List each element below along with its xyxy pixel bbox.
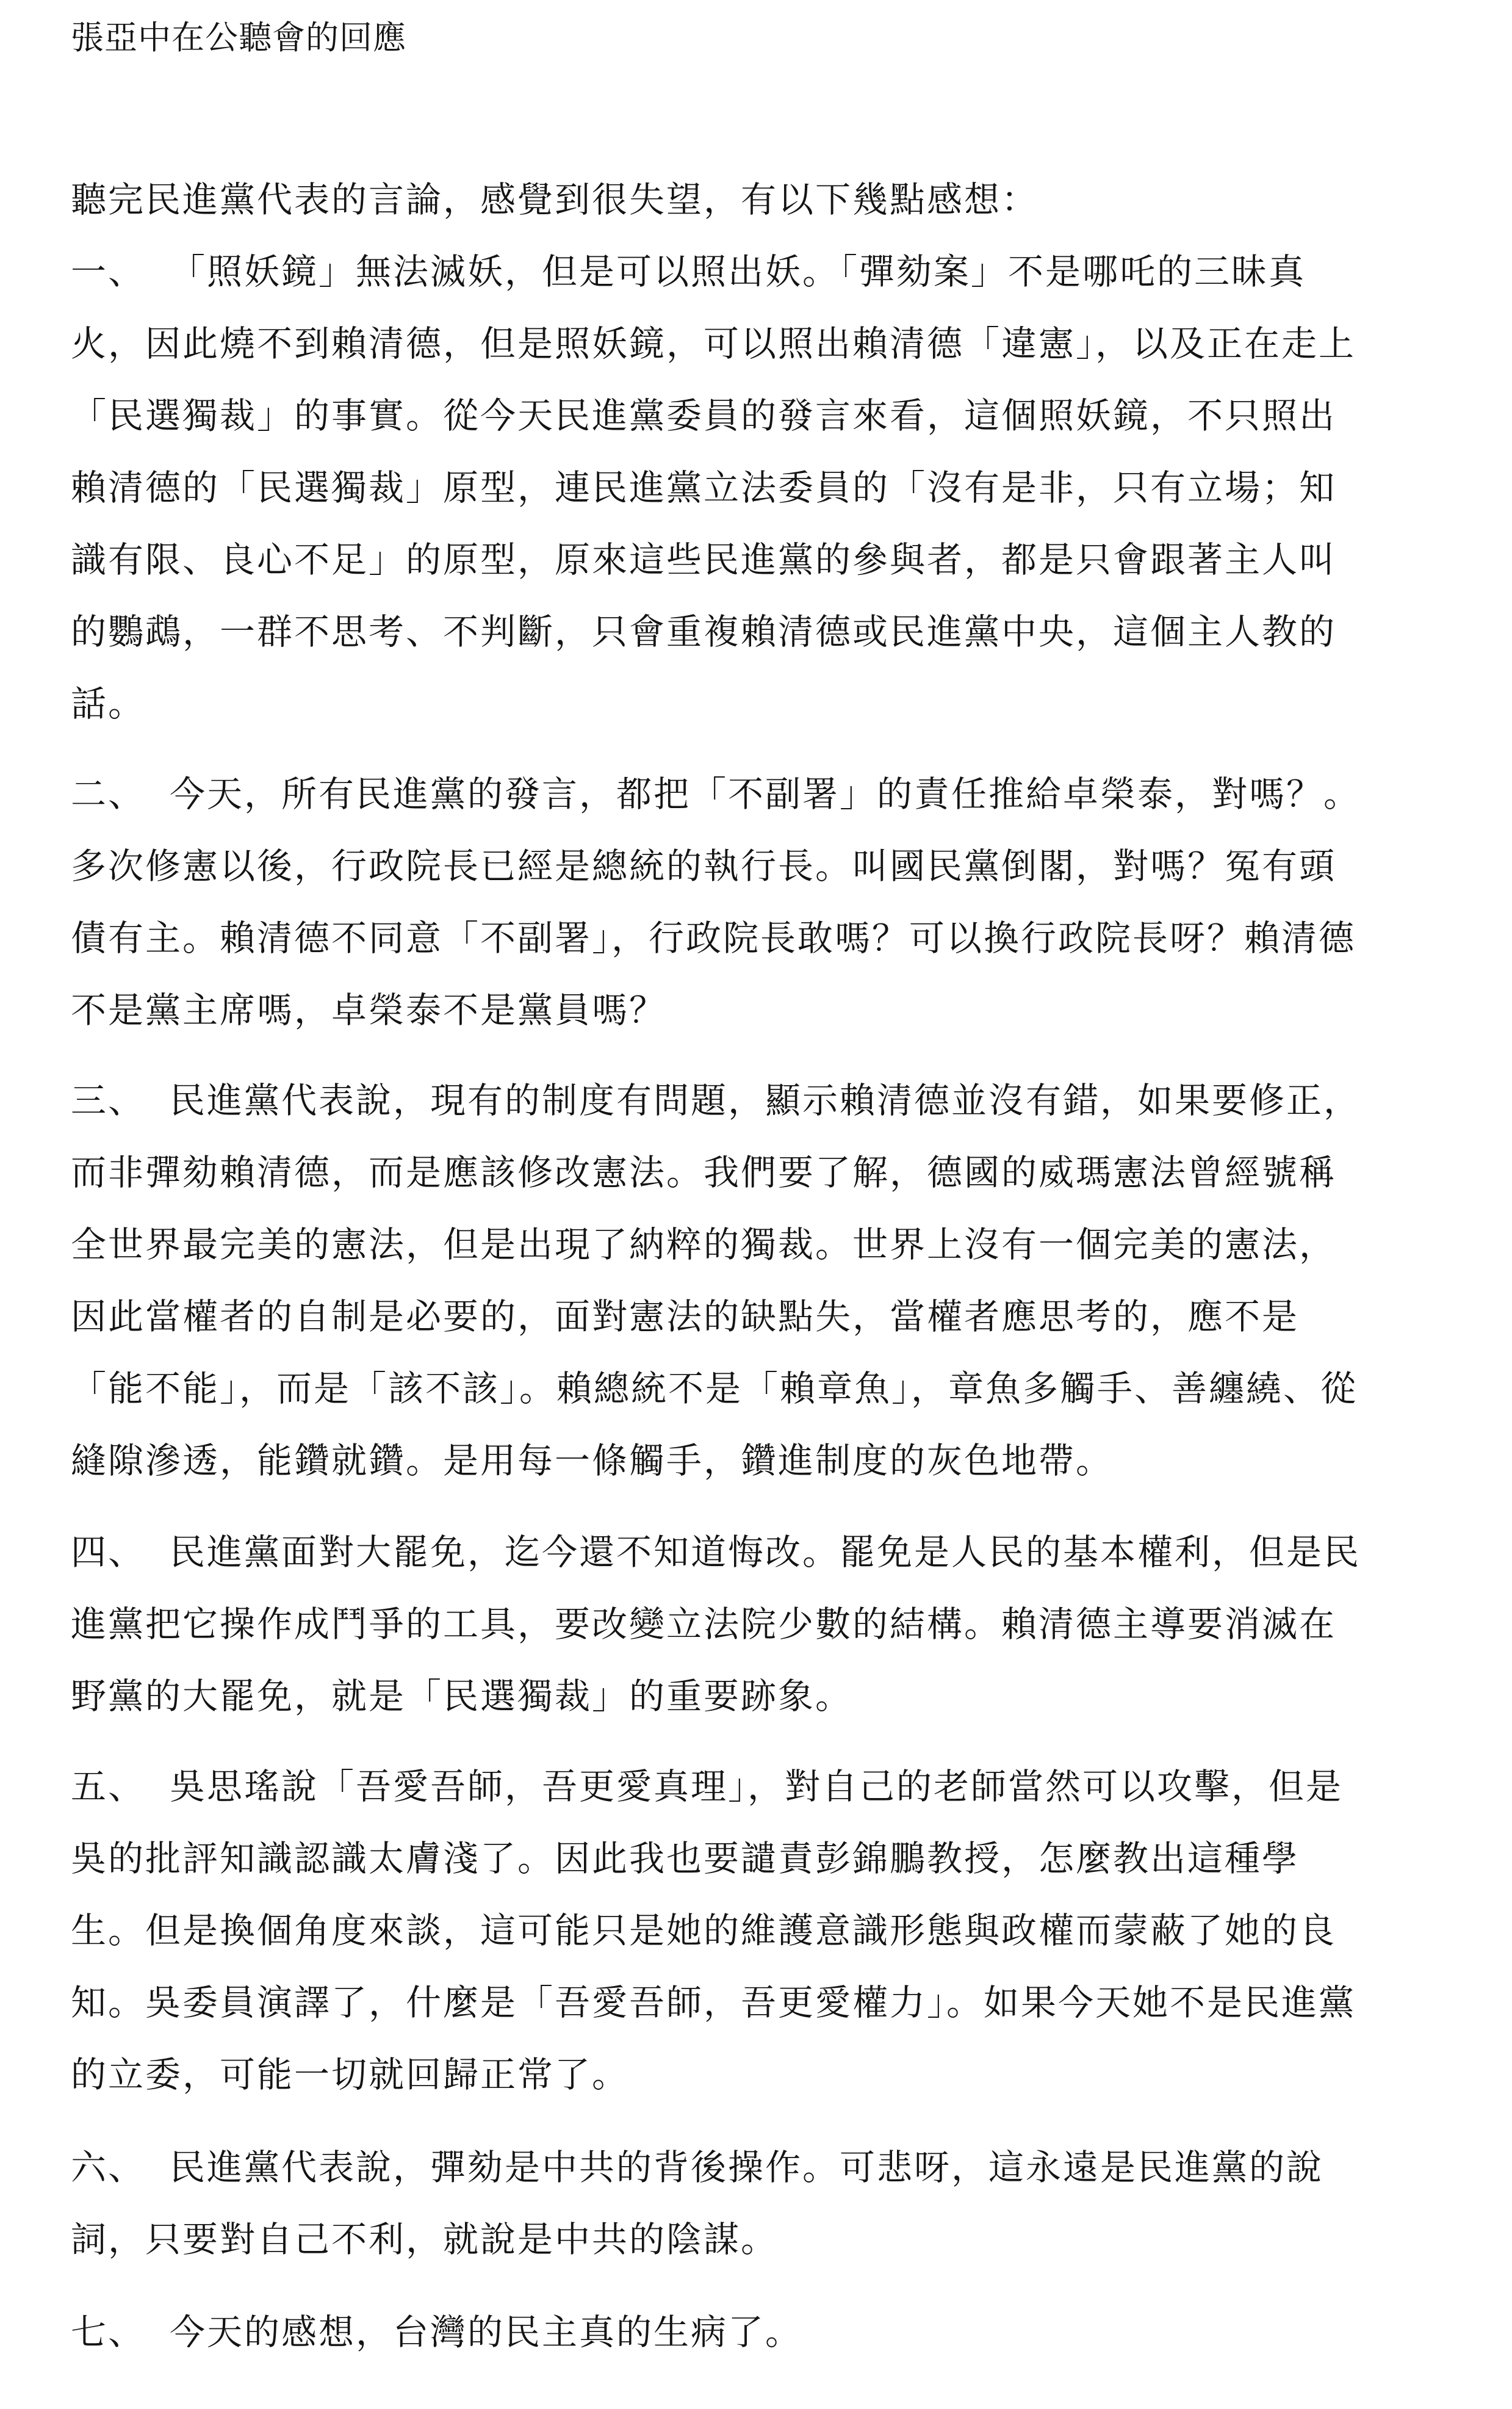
point-number: 四、 xyxy=(71,1531,146,1573)
point-1-line-6: 的鸚鵡，一群不思考、不判斷，只會重複賴清德或民進黨中央，這個主人教的 xyxy=(71,611,1337,652)
point-3-line-1 xyxy=(71,1064,1474,1136)
point-text: 民進黨面對大罷免，迄今還不知道悔改。罷免是人民的基本權利，但是民 xyxy=(170,1531,1361,1573)
point-1-line-5: 識有限、良心不足」的原型，原來這些民進黨的參與者，都是只會跟著主人叫 xyxy=(71,539,1337,580)
point-2-line-4: 不是黨主席嗎，卓榮泰不是黨員嗎？ xyxy=(71,989,667,1031)
point-number: 六、 xyxy=(71,2147,146,2188)
point-3-line-3: 全世界最完美的憲法，但是出現了納粹的獨裁。世界上沒有一個完美的憲法， xyxy=(71,1224,1337,1265)
point-6 xyxy=(71,2131,1474,2275)
point-3 xyxy=(71,1064,1474,1497)
point-3-line-2: 而非彈劾賴清德，而是應該修改憲法。我們要了解，德國的威瑪憲法曾經號稱 xyxy=(71,1152,1337,1193)
point-7-line-1 xyxy=(71,2296,1474,2368)
point-1-line-7: 話。 xyxy=(71,683,146,724)
point-5-line-1 xyxy=(71,1750,1474,1822)
point-5-line-3: 生。但是換個角度來談，這可能只是她的維護意識形態與政權而蒙蔽了她的良 xyxy=(71,1910,1337,1951)
point-text: 「照妖鏡」無法滅妖，但是可以照出妖。「彈劾案」不是哪吒的三昧真 xyxy=(170,251,1306,292)
intro-paragraph xyxy=(71,164,1474,236)
point-1-line-3: 「民選獨裁」的事實。從今天民進黨委員的發言來看，這個照妖鏡，不只照出 xyxy=(71,395,1337,436)
point-3-line-4: 因此當權者的自制是必要的，面對憲法的缺點失，當權者應思考的，應不是 xyxy=(71,1296,1300,1337)
point-number: 二、 xyxy=(71,773,146,815)
point-1-line-1 xyxy=(71,236,1474,308)
point-5-line-4: 知。吳委員演譯了，什麼是「吾愛吾師，吾更愛權力」。如果今天她不是民進黨 xyxy=(71,1982,1356,2023)
point-3-line-5: 「能不能」，而是「該不該」。賴總統不是「賴章魚」，章魚多觸手、善纏繞、從 xyxy=(71,1368,1358,1409)
point-4-line-1 xyxy=(71,1516,1474,1588)
point-text: 今天的感想，台灣的民主真的生病了。 xyxy=(170,2311,803,2353)
point-3-line-6: 縫隙滲透，能鑽就鑽。是用每一條觸手，鑽進制度的灰色地帶。 xyxy=(71,1440,1114,1481)
document-title: 張亞中在公聽會的回應 xyxy=(71,18,406,57)
point-text: 吳思瑤說「吾愛吾師，吾更愛真理」，對自己的老師當然可以攻擊，但是 xyxy=(170,1766,1344,1807)
point-4-line-3: 野黨的大罷免，就是「民選獨裁」的重要跡象。 xyxy=(71,1675,853,1717)
point-2-line-1 xyxy=(71,758,1474,830)
point-text: 民進黨代表說，現有的制度有問題，顯示賴清德並沒有錯，如果要修正， xyxy=(170,1080,1361,1121)
point-1-line-4: 賴清德的「民選獨裁」原型，連民進黨立法委員的「沒有是非，只有立場；知 xyxy=(71,467,1337,508)
point-1-line-2: 火，因此燒不到賴清德，但是照妖鏡，可以照出賴清德「違憲」，以及正在走上 xyxy=(71,323,1356,364)
point-6-line-2: 詞，只要對自己不利，就說是中共的陰謀。 xyxy=(71,2219,779,2260)
point-text: 今天，所有民進黨的發言，都把「不副署」的責任推給卓榮泰，對嗎？。 xyxy=(170,773,1361,815)
point-5-line-2: 吳的批評知識認識太膚淺了。因此我也要譴責彭錦鵬教授，怎麼教出這種學 xyxy=(71,1838,1300,1879)
point-number: 三、 xyxy=(71,1080,146,1121)
point-1 xyxy=(71,236,1474,740)
point-4 xyxy=(71,1516,1474,1732)
point-7 xyxy=(71,2296,1474,2368)
point-4-line-2: 進黨把它操作成鬥爭的工具，要改變立法院少數的結構。賴清德主導要消滅在 xyxy=(71,1603,1337,1645)
point-2-line-3: 債有主。賴清德不同意「不副署」，行政院長敢嗎？可以換行政院長呀？賴清德 xyxy=(71,917,1356,959)
point-2-line-2: 多次修憲以後，行政院長已經是總統的執行長。叫國民黨倒閣，對嗎？冤有頭 xyxy=(71,845,1337,887)
point-6-line-1 xyxy=(71,2131,1474,2203)
point-5 xyxy=(71,1750,1474,2111)
point-text: 民進黨代表說，彈劾是中共的背後操作。可悲呀，這永遠是民進黨的說 xyxy=(170,2147,1324,2188)
point-number: 七、 xyxy=(71,2311,146,2353)
intro-line: 聽完民進黨代表的言論，感覺到很失望，有以下幾點感想： xyxy=(71,179,1039,220)
point-2 xyxy=(71,758,1474,1046)
point-number: 一、 xyxy=(71,251,146,292)
point-5-line-5: 的立委，可能一切就回歸正常了。 xyxy=(71,2054,630,2095)
point-number: 五、 xyxy=(71,1766,146,1807)
